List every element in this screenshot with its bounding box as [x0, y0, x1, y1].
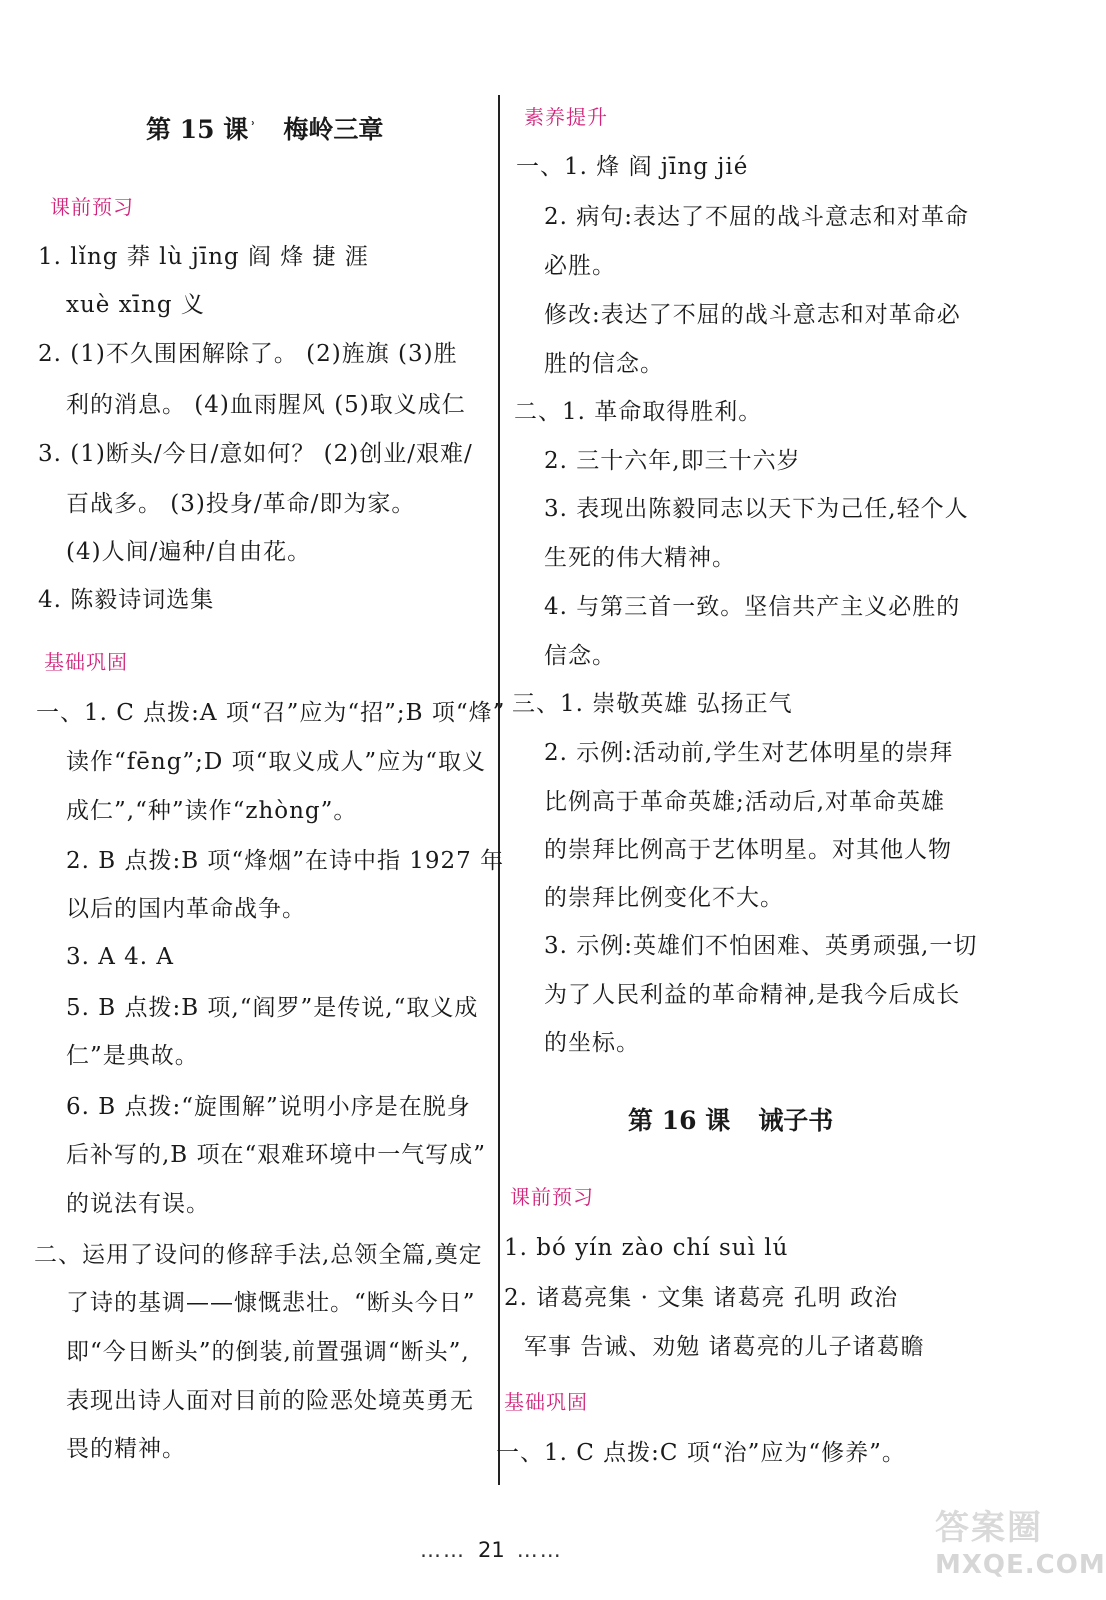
answer-line: 比例高于革命英雄;活动后,对革命英雄: [544, 789, 946, 815]
answer-line: 2. (1)不久围困解除了。 (2)旌旗 (3)胜: [38, 341, 458, 367]
answer-line: 读作“fēng”;D 项“取义成人”应为“取义: [66, 749, 486, 775]
section-preview: 课前预习: [50, 195, 134, 219]
watermark-bottom: MXQE.COM: [935, 1550, 1106, 1580]
lesson-16-label: 第 16 课: [628, 1106, 731, 1135]
answer-line: 一、1. 烽 阎 jīng jié: [516, 154, 749, 180]
answer-line: 后补写的,B 项在“艰难环境中一气写成”: [66, 1142, 487, 1168]
answer-line: 生死的伟大精神。: [544, 545, 736, 571]
answer-line: 1. lǐng 莽 lù jīng 阎 烽 捷 涯: [38, 244, 369, 270]
answer-line: 5. B 点拨:B 项,“阎罗”是传说,“取义成: [66, 995, 479, 1021]
page-number-value: 21: [478, 1538, 505, 1562]
answer-line: 4. 与第三首一致。坚信共产主义必胜的: [544, 594, 961, 620]
answer-line: 畏的精神。: [66, 1436, 186, 1462]
section-basic: 基础巩固: [44, 650, 128, 674]
answer-line: 3. A 4. A: [66, 944, 175, 970]
answer-line: 为了人民利益的革命精神,是我今后成长: [544, 982, 961, 1008]
answer-line: 军事 告诫、劝勉 诸葛亮的儿子诸葛瞻: [524, 1334, 925, 1360]
answer-line: 百战多。 (3)投身/革命/即为家。: [66, 491, 416, 517]
answer-line: 胜的信念。: [544, 351, 664, 377]
answer-line: 一、1. C 点拨:C 项“治”应为“修养”。: [496, 1440, 906, 1466]
answer-line: 表现出诗人面对目前的险恶处境英勇无: [66, 1388, 474, 1414]
answer-line: 了诗的基调——慷慨悲壮。“断头今日”: [66, 1290, 476, 1316]
answer-line: 2. 三十六年,即三十六岁: [544, 448, 801, 474]
answer-line: 即“今日断头”的倒装,前置强调“断头”,: [66, 1339, 470, 1365]
answer-line: (4)人间/遍种/自由花。: [66, 539, 312, 565]
answer-line: 一、1. C 点拨:A 项“召”应为“招”;B 项“烽”: [36, 700, 506, 726]
answer-line: 3. (1)断头/今日/意如何？ (2)创业/艰难/: [38, 441, 473, 467]
answer-line: 修改:表达了不屈的战斗意志和对革命必: [544, 302, 961, 328]
lesson-15-name: 梅岭三章: [283, 115, 384, 144]
answer-line: 3. 示例:英雄们不怕困难、英勇顽强,一切: [544, 933, 978, 959]
section-preview-16: 课前预习: [510, 1185, 594, 1209]
answer-line: 仁”是典故。: [66, 1043, 199, 1069]
answer-line: 2. 病句:表达了不屈的战斗意志和对革命: [544, 204, 970, 230]
answer-line: 3. 表现出陈毅同志以天下为己任,轻个人: [544, 496, 969, 522]
answer-line: 6. B 点拨:“旋围解”说明小序是在脱身: [66, 1094, 471, 1120]
answer-line: 4. 陈毅诗词选集: [38, 587, 215, 613]
watermark-logo: [935, 1500, 1106, 1592]
page-number: [420, 1538, 563, 1562]
answer-line: 成仁”,“种”读作“zhòng”。: [66, 798, 358, 824]
answer-line: 必胜。: [544, 253, 616, 279]
column-divider: [498, 95, 500, 1485]
answer-line: 2. B 点拨:B 项“烽烟”在诗中指 1927 年: [66, 848, 505, 874]
lesson-16-name: 诫子书: [758, 1106, 834, 1135]
answer-line: 的崇拜比例变化不大。: [544, 885, 784, 911]
lesson-15-label: 第 15 课: [146, 115, 249, 144]
answer-line: 以后的国内革命战争。: [66, 896, 306, 922]
answer-line: 三、1. 崇敬英雄 弘扬正气: [512, 691, 793, 717]
answer-line: 二、1. 革命取得胜利。: [514, 399, 763, 425]
answer-line: 的崇拜比例高于艺体明星。对其他人物: [544, 837, 952, 863]
answer-line: 1. bó yín zào chí suì lú: [504, 1235, 789, 1261]
answer-line: 的说法有误。: [66, 1191, 210, 1217]
lesson-15-title: [146, 110, 383, 146]
answer-line: 的坐标。: [544, 1030, 640, 1056]
watermark-top: 答案圈: [935, 1508, 1043, 1548]
page-dots-right: ……: [516, 1538, 563, 1562]
lesson-16-title: [628, 1101, 833, 1137]
answer-line: xuè xīng 义: [66, 292, 205, 318]
answer-line: 2. 诸葛亮集 · 文集 诸葛亮 孔明 政治: [504, 1285, 899, 1311]
answer-line: 二、运用了设问的修辞手法,总领全篇,奠定: [34, 1242, 483, 1268]
section-improve: 素养提升: [524, 105, 608, 129]
page-dots-left: ……: [420, 1538, 466, 1562]
answer-line: 信念。: [544, 643, 616, 669]
tick-mark: ˒: [250, 116, 256, 133]
answer-line: 利的消息。 (4)血雨腥风 (5)取义成仁: [66, 392, 466, 418]
answer-line: 2. 示例:活动前,学生对艺体明星的崇拜: [544, 740, 954, 766]
section-basic-16: 基础巩固: [504, 1390, 588, 1414]
